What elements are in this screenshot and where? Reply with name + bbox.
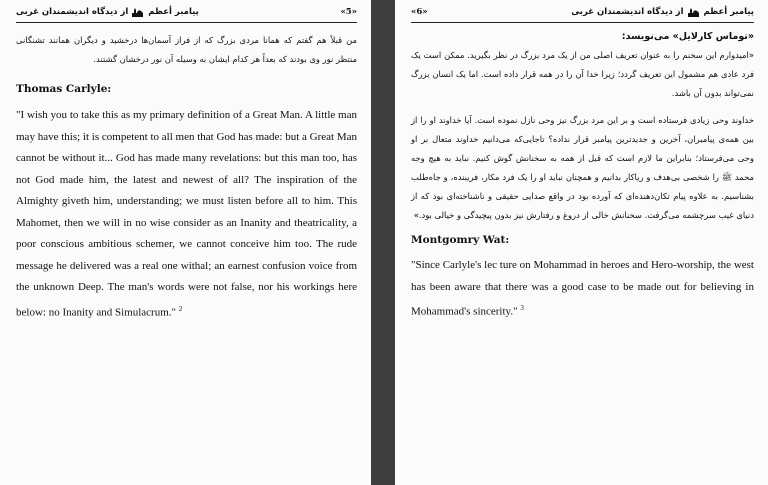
mosque-emblem-icon	[687, 7, 701, 17]
persian-paragraph: «امیدوارم این سخنم را به عنوان تعریف اصلی من از یک مرد بزرگ در نظر بگیرید. ممکن است یک فرد عادی هم مشمول این تعریف گردد؛ زیرا خدا آن را در همه قرار داده است. اما یک انسان بزرگ نمی‌تواند بدون آن باشد.	[411, 50, 754, 98]
footnote-marker: 2	[178, 304, 183, 313]
left-page	[0, 0, 371, 485]
persian-heading: «توماس کارلایل» می‌نویسد:	[621, 31, 754, 42]
right-page-header	[411, 2, 754, 23]
book-gutter	[371, 0, 395, 485]
author-heading: Montgomry Wat:	[411, 234, 510, 246]
mosque-emblem-icon	[131, 7, 145, 17]
author-heading: Thomas Carlyle:	[16, 83, 112, 95]
left-page-header	[16, 2, 357, 23]
page-number: «6»	[411, 7, 428, 17]
footnote-marker: 3	[520, 304, 524, 312]
persian-paragraph: خداوند وحی زیادی فرستاده است و بر این مرد بزرگ نیز وحی نازل نموده است. آیا خداوند او را از بین همه‌ی پیامبران، آخرین و جدیدترین پیامبر قرار نداده؟ تاجایی‌که می‌دانیم خداوند متعال بر او وحی می‌فرستاد؛ بنابراین ما لازم است که قبل از همه به سخنانش گوش کنیم. نباید به هیچ وجه محمد ﷺ را شخصی بی‌هدف و ریاکار بدانیم و همچنان نباید او را یک فرد مکار، فریبنده، و جاه‌طلب بشناسیم. به علاوه پیام تکان‌دهنده‌ای که آورده بود در واقع صدایی حقیقی و ناشناخته‌ای بود که از دنیای غیب سرچشمه می‌گرفت. سخنانش خالی از دروغ و رفتارش نیز بدون پیچیدگی و خیالی بود.»	[411, 115, 754, 220]
running-title: پیامبر أعظم از دیدگاه اندیشمندان غربی	[16, 7, 199, 17]
persian-paragraph: من قبلاً هم گفتم که همانا مردی بزرگ که از فراز آسمان‌ها درخشید و دیگران همانند تشنگانی منتظر نور وی بودند که بعداً هر کدام ایشان به وسیله آن نور درخشان گشتند.	[16, 35, 357, 64]
right-page	[395, 0, 768, 485]
quote-paragraph: "I wish you to take this as my primary definition of a Great Man. A little man may have this; it is competent to all men that God has made: but a Great Man cannot be without it... God has made many revelations: but this man too, has not God made him, the latest and newest of all? The inspiration of the Almighty giveth him, understanding; we must listen before all to him. This Mahomet, then we will in no wise consider as an Inanity and theatricality, a poor conscious ambitious schemer, we cannot conceive him too. The rude message he delivered was a real one withal; an earnest confusion voice from the unknown Deep. The man's words were not false, nor his workings here below: no Inanity and Simulacrum." $^2$	[16, 109, 357, 319]
quote-paragraph: "Since Carlyle's lec ture on Mohammad in heroes and Hero-worship, the west has been aware that there was a good case to be made out for believing in Mohammad's sincerity." $^3$	[411, 259, 754, 318]
page-number: «5»	[340, 7, 357, 17]
running-title: پیامبر أعظم از دیدگاه اندیشمندان غربی	[571, 7, 754, 17]
